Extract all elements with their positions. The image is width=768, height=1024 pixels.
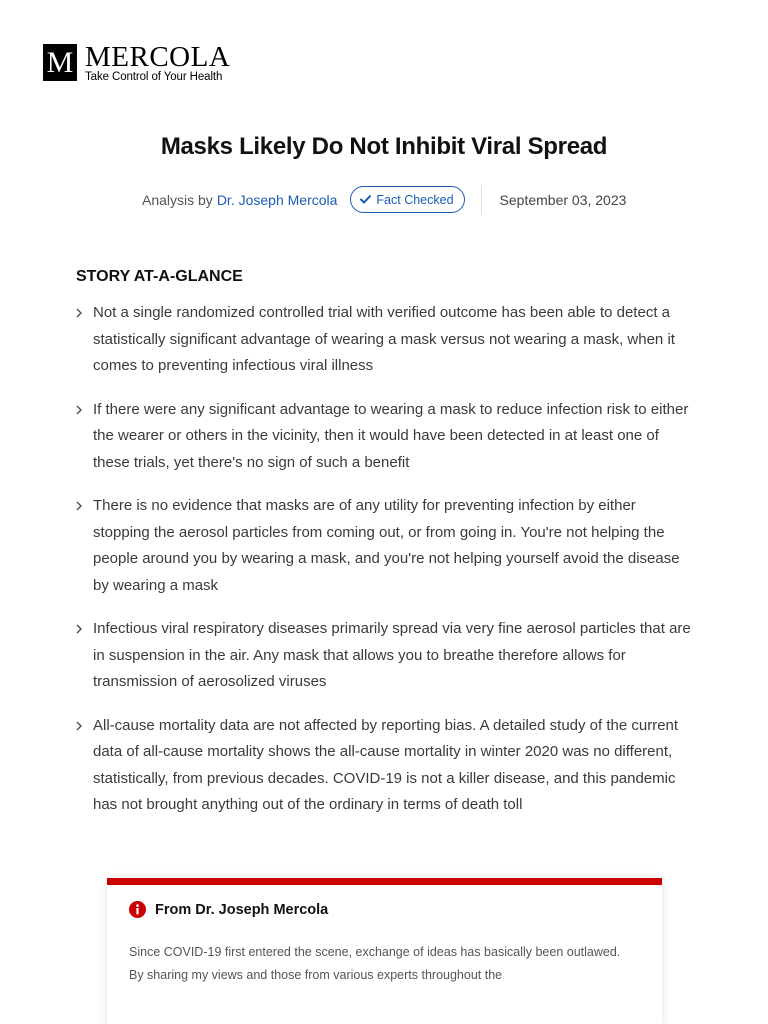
glance-item-text: Infectious viral respiratory diseases primarily spread via very fine aerosol particles that are in suspension in the air. Any mask that allows you to breathe therefore allows for transmission of aerosolized viruses [93,620,691,690]
byline-prefix: Analysis by [142,191,213,208]
publish-date: September 03, 2023 [499,191,627,208]
fact-checked-label: Fact Checked [376,192,454,207]
logo-wordmark [85,41,231,83]
list-item [76,713,696,819]
logo-tagline: Take Control of Your Health [85,71,223,83]
check-icon [360,195,371,204]
list-item [76,300,696,380]
chevron-right-icon [76,300,93,323]
info-icon [129,901,146,918]
author-link[interactable]: Dr. Joseph Mercola [216,191,338,208]
glance-item-text: There is no evidence that masks are of any utility for preventing infection by either stopping the aerosol particles from coming out, or from going in. You're not helping the people around you by wearing a mask, and you're not helping yourself avoid the disease by wearing a mask [93,497,680,594]
chevron-right-icon [76,493,93,516]
chevron-right-icon [76,713,93,736]
chevron-right-icon [76,397,93,420]
fact-checked-badge[interactable] [350,186,464,213]
glance-item-text: All-cause mortality data are not affected by reporting bias. A detailed study of the current data of all-cause mortality shows the all-cause mortality in winter 2020 was no different, statistically, from previous decades. COVID-19 is not a killer disease, and this pandemic has not brought anything out of the ordinary in terms of death toll [93,716,679,813]
glance-item-text: If there were any significant advantage to wearing a mask to reduce infection risk to either the wearer or others in the vicinity, then it would have been detected in at least one of these trials, yet there's no sign of such a benefit [93,400,689,471]
chevron-right-icon [76,616,93,639]
byline-divider [481,185,482,215]
list-item [76,397,696,477]
from-box-text: Since COVID-19 first entered the scene, exchange of ideas has basically been outlawed. By sharing my views and those from various experts throughout the [129,945,621,982]
logo-mark: M [43,44,77,81]
article-title: Masks Likely Do Not Inhibit Viral Spread [160,133,608,160]
story-at-a-glance-heading: STORY AT-A-GLANCE [76,268,243,285]
from-dr-mercola-box [107,878,662,1024]
glance-item-text: Not a single randomized controlled trial with verified outcome has been able to detect a statistically significant advantage of wearing a mask versus not wearing a mask, when it comes to preventing infectious viral illness [93,304,675,374]
mercola-logo[interactable] [43,41,231,83]
list-item [76,493,696,599]
story-at-a-glance-list [76,300,696,836]
from-box-header [129,901,328,918]
byline [142,184,626,215]
from-box-title: From Dr. Joseph Mercola [155,901,329,918]
list-item [76,616,696,696]
logo-name: MERCOLA [85,41,231,73]
